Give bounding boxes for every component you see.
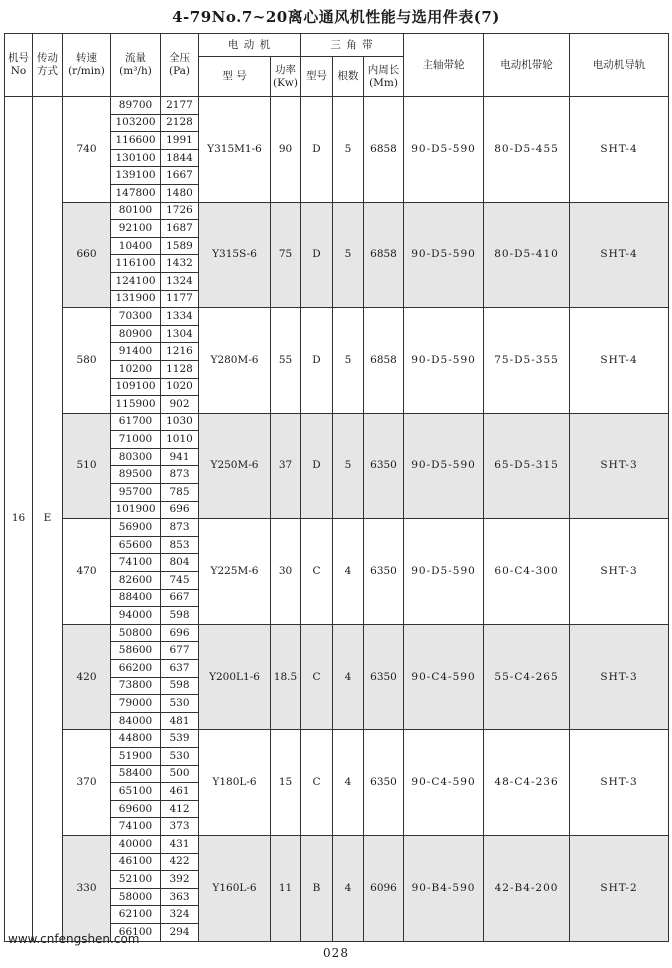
pressure-cell: 2177 — [161, 97, 199, 115]
motor-pulley-cell: 48-C4-236 — [484, 730, 570, 836]
table-row — [5, 202, 669, 220]
flow-cell: 10200 — [111, 360, 161, 378]
table-row — [5, 835, 669, 853]
table-body — [5, 97, 669, 942]
belt-count-cell: 5 — [333, 308, 364, 414]
belt-model-cell: C — [301, 624, 333, 730]
flow-cell: 101900 — [111, 501, 161, 519]
flow-cell: 131900 — [111, 290, 161, 308]
flow-cell: 80100 — [111, 202, 161, 220]
power-cell: 90 — [271, 97, 301, 203]
belt-count-cell: 4 — [333, 519, 364, 625]
table-row — [5, 97, 669, 115]
drive-cell: E — [33, 97, 63, 942]
pressure-cell: 431 — [161, 835, 199, 853]
motor-model-cell: Y280M-6 — [199, 308, 271, 414]
flow-cell: 147800 — [111, 184, 161, 202]
power-cell: 75 — [271, 202, 301, 308]
pressure-cell: 785 — [161, 484, 199, 502]
pressure-cell: 392 — [161, 871, 199, 889]
pressure-cell: 500 — [161, 765, 199, 783]
header-pressure: 全压 (Pa) — [161, 34, 199, 97]
motor-model-cell: Y225M-6 — [199, 519, 271, 625]
flow-cell: 79000 — [111, 695, 161, 713]
belt-model-cell: C — [301, 519, 333, 625]
header-main-pulley: 主轴带轮 — [404, 34, 484, 97]
speed-cell: 420 — [63, 624, 111, 730]
header-belt-model: 型号 — [301, 57, 333, 97]
header-belt-count: 根数 — [333, 57, 364, 97]
pressure-cell: 902 — [161, 396, 199, 414]
motor-rail-cell: SHT-3 — [570, 730, 669, 836]
pressure-cell: 294 — [161, 923, 199, 941]
flow-cell: 51900 — [111, 747, 161, 765]
belt-count-cell: 4 — [333, 835, 364, 941]
main-pulley-cell: 90-D5-590 — [404, 97, 484, 203]
pressure-cell: 481 — [161, 712, 199, 730]
flow-cell: 88400 — [111, 589, 161, 607]
main-pulley-cell: 90-D5-590 — [404, 308, 484, 414]
header-motor-model: 型 号 — [199, 57, 271, 97]
pressure-cell: 1991 — [161, 132, 199, 150]
belt-count-cell: 5 — [333, 97, 364, 203]
pressure-cell: 373 — [161, 818, 199, 836]
flow-cell: 66200 — [111, 660, 161, 678]
footer-url[interactable]: www.cnfengshen.com — [8, 932, 140, 946]
flow-cell: 66100 — [111, 923, 161, 941]
pressure-cell: 1480 — [161, 184, 199, 202]
main-pulley-cell: 90-D5-590 — [404, 413, 484, 519]
pressure-cell: 1726 — [161, 202, 199, 220]
pressure-cell: 1324 — [161, 272, 199, 290]
pressure-cell: 539 — [161, 730, 199, 748]
pressure-cell: 412 — [161, 800, 199, 818]
pressure-cell: 804 — [161, 554, 199, 572]
header-machine-no: 机号 No — [5, 34, 33, 97]
pressure-cell: 1334 — [161, 308, 199, 326]
pressure-cell: 1030 — [161, 413, 199, 431]
motor-model-cell: Y315S-6 — [199, 202, 271, 308]
pressure-cell: 363 — [161, 888, 199, 906]
pressure-cell: 873 — [161, 519, 199, 537]
belt-model-cell: B — [301, 835, 333, 941]
table-row — [5, 308, 669, 326]
flow-cell: 95700 — [111, 484, 161, 502]
motor-rail-cell: SHT-3 — [570, 519, 669, 625]
belt-count-cell: 4 — [333, 730, 364, 836]
speed-cell: 470 — [63, 519, 111, 625]
belt-count-cell: 5 — [333, 202, 364, 308]
table-row — [5, 624, 669, 642]
main-pulley-cell: 90-C4-590 — [404, 730, 484, 836]
belt-model-cell: D — [301, 308, 333, 414]
pressure-cell: 1010 — [161, 431, 199, 449]
flow-cell: 80300 — [111, 448, 161, 466]
belt-count-cell: 4 — [333, 624, 364, 730]
flow-cell: 61700 — [111, 413, 161, 431]
belt-length-cell: 6858 — [364, 308, 404, 414]
main-pulley-cell: 90-D5-590 — [404, 202, 484, 308]
power-cell: 11 — [271, 835, 301, 941]
flow-cell: 70300 — [111, 308, 161, 326]
power-cell: 55 — [271, 308, 301, 414]
flow-cell: 65600 — [111, 536, 161, 554]
performance-table — [4, 33, 669, 942]
motor-pulley-cell: 42-B4-200 — [484, 835, 570, 941]
flow-cell: 82600 — [111, 572, 161, 590]
header-motor-group: 电 动 机 — [199, 34, 301, 57]
pressure-cell: 2128 — [161, 114, 199, 132]
table-row — [5, 413, 669, 431]
pressure-cell: 1020 — [161, 378, 199, 396]
power-cell: 30 — [271, 519, 301, 625]
pressure-cell: 941 — [161, 448, 199, 466]
header-belt-group: 三 角 带 — [301, 34, 404, 57]
belt-length-cell: 6858 — [364, 97, 404, 203]
machine-no-cell: 16 — [5, 97, 33, 942]
motor-model-cell: Y180L-6 — [199, 730, 271, 836]
pressure-cell: 696 — [161, 624, 199, 642]
table-row — [5, 730, 669, 748]
pressure-cell: 1667 — [161, 167, 199, 185]
speed-cell: 370 — [63, 730, 111, 836]
pressure-cell: 530 — [161, 747, 199, 765]
belt-model-cell: D — [301, 413, 333, 519]
pressure-cell: 1216 — [161, 343, 199, 361]
pressure-cell: 745 — [161, 572, 199, 590]
pressure-cell: 1128 — [161, 360, 199, 378]
pressure-cell: 677 — [161, 642, 199, 660]
motor-model-cell: Y200L1-6 — [199, 624, 271, 730]
power-cell: 15 — [271, 730, 301, 836]
belt-length-cell: 6350 — [364, 730, 404, 836]
speed-cell: 510 — [63, 413, 111, 519]
flow-cell: 10400 — [111, 237, 161, 255]
belt-length-cell: 6350 — [364, 624, 404, 730]
flow-cell: 130100 — [111, 149, 161, 167]
flow-cell: 58600 — [111, 642, 161, 660]
belt-length-cell: 6350 — [364, 413, 404, 519]
pressure-cell: 324 — [161, 906, 199, 924]
pressure-cell: 1844 — [161, 149, 199, 167]
motor-model-cell: Y315M1-6 — [199, 97, 271, 203]
belt-model-cell: C — [301, 730, 333, 836]
pressure-cell: 1687 — [161, 220, 199, 238]
flow-cell: 58400 — [111, 765, 161, 783]
flow-cell: 73800 — [111, 677, 161, 695]
pressure-cell: 1177 — [161, 290, 199, 308]
pressure-cell: 422 — [161, 853, 199, 871]
motor-rail-cell: SHT-3 — [570, 413, 669, 519]
table-row — [5, 519, 669, 537]
motor-pulley-cell: 75-D5-355 — [484, 308, 570, 414]
motor-pulley-cell: 80-D5-410 — [484, 202, 570, 308]
power-cell: 18.5 — [271, 624, 301, 730]
belt-model-cell: D — [301, 202, 333, 308]
power-cell: 37 — [271, 413, 301, 519]
motor-pulley-cell: 80-D5-455 — [484, 97, 570, 203]
motor-rail-cell: SHT-4 — [570, 97, 669, 203]
pressure-cell: 667 — [161, 589, 199, 607]
header-flow: 流量 (m³/h) — [111, 34, 161, 97]
main-pulley-cell: 90-D5-590 — [404, 519, 484, 625]
speed-cell: 740 — [63, 97, 111, 203]
pressure-cell: 696 — [161, 501, 199, 519]
belt-length-cell: 6096 — [364, 835, 404, 941]
flow-cell: 94000 — [111, 607, 161, 625]
header-drive: 传动 方式 — [33, 34, 63, 97]
flow-cell: 50800 — [111, 624, 161, 642]
flow-cell: 103200 — [111, 114, 161, 132]
flow-cell: 65100 — [111, 783, 161, 801]
flow-cell: 44800 — [111, 730, 161, 748]
pressure-cell: 598 — [161, 607, 199, 625]
belt-length-cell: 6858 — [364, 202, 404, 308]
pressure-cell: 637 — [161, 660, 199, 678]
page-number: 028 — [323, 946, 349, 960]
pressure-cell: 1589 — [161, 237, 199, 255]
speed-cell: 330 — [63, 835, 111, 941]
header-speed: 转速 (r/min) — [63, 34, 111, 97]
belt-length-cell: 6350 — [364, 519, 404, 625]
flow-cell: 115900 — [111, 396, 161, 414]
motor-pulley-cell: 65-D5-315 — [484, 413, 570, 519]
motor-rail-cell: SHT-4 — [570, 202, 669, 308]
header-power: 功率 (Kw) — [271, 57, 301, 97]
flow-cell: 116600 — [111, 132, 161, 150]
pressure-cell: 530 — [161, 695, 199, 713]
flow-cell: 71000 — [111, 431, 161, 449]
flow-cell: 80900 — [111, 325, 161, 343]
belt-count-cell: 5 — [333, 413, 364, 519]
flow-cell: 62100 — [111, 906, 161, 924]
flow-cell: 109100 — [111, 378, 161, 396]
motor-model-cell: Y160L-6 — [199, 835, 271, 941]
belt-model-cell: D — [301, 97, 333, 203]
pressure-cell: 1304 — [161, 325, 199, 343]
main-pulley-cell: 90-B4-590 — [404, 835, 484, 941]
pressure-cell: 461 — [161, 783, 199, 801]
motor-rail-cell: SHT-2 — [570, 835, 669, 941]
pressure-cell: 598 — [161, 677, 199, 695]
flow-cell: 89700 — [111, 97, 161, 115]
pressure-cell: 1432 — [161, 255, 199, 273]
flow-cell: 56900 — [111, 519, 161, 537]
header-belt-length: 内周长 (Mm) — [364, 57, 404, 97]
flow-cell: 91400 — [111, 343, 161, 361]
flow-cell: 74100 — [111, 818, 161, 836]
pressure-cell: 853 — [161, 536, 199, 554]
speed-cell: 580 — [63, 308, 111, 414]
flow-cell: 58000 — [111, 888, 161, 906]
flow-cell: 84000 — [111, 712, 161, 730]
flow-cell: 46100 — [111, 853, 161, 871]
flow-cell: 89500 — [111, 466, 161, 484]
main-pulley-cell: 90-C4-590 — [404, 624, 484, 730]
flow-cell: 92100 — [111, 220, 161, 238]
header-motor-rail: 电动机导轨 — [570, 34, 669, 97]
pressure-cell: 873 — [161, 466, 199, 484]
motor-rail-cell: SHT-3 — [570, 624, 669, 730]
page-title: 4-79No.7~20离心通风机性能与选用件表(7) — [172, 8, 500, 26]
motor-pulley-cell: 60-C4-300 — [484, 519, 570, 625]
motor-pulley-cell: 55-C4-265 — [484, 624, 570, 730]
flow-cell: 40000 — [111, 835, 161, 853]
flow-cell: 124100 — [111, 272, 161, 290]
motor-model-cell: Y250M-6 — [199, 413, 271, 519]
flow-cell: 52100 — [111, 871, 161, 889]
motor-rail-cell: SHT-4 — [570, 308, 669, 414]
header-motor-pulley: 电动机带轮 — [484, 34, 570, 97]
flow-cell: 116100 — [111, 255, 161, 273]
flow-cell: 74100 — [111, 554, 161, 572]
speed-cell: 660 — [63, 202, 111, 308]
flow-cell: 139100 — [111, 167, 161, 185]
flow-cell: 69600 — [111, 800, 161, 818]
